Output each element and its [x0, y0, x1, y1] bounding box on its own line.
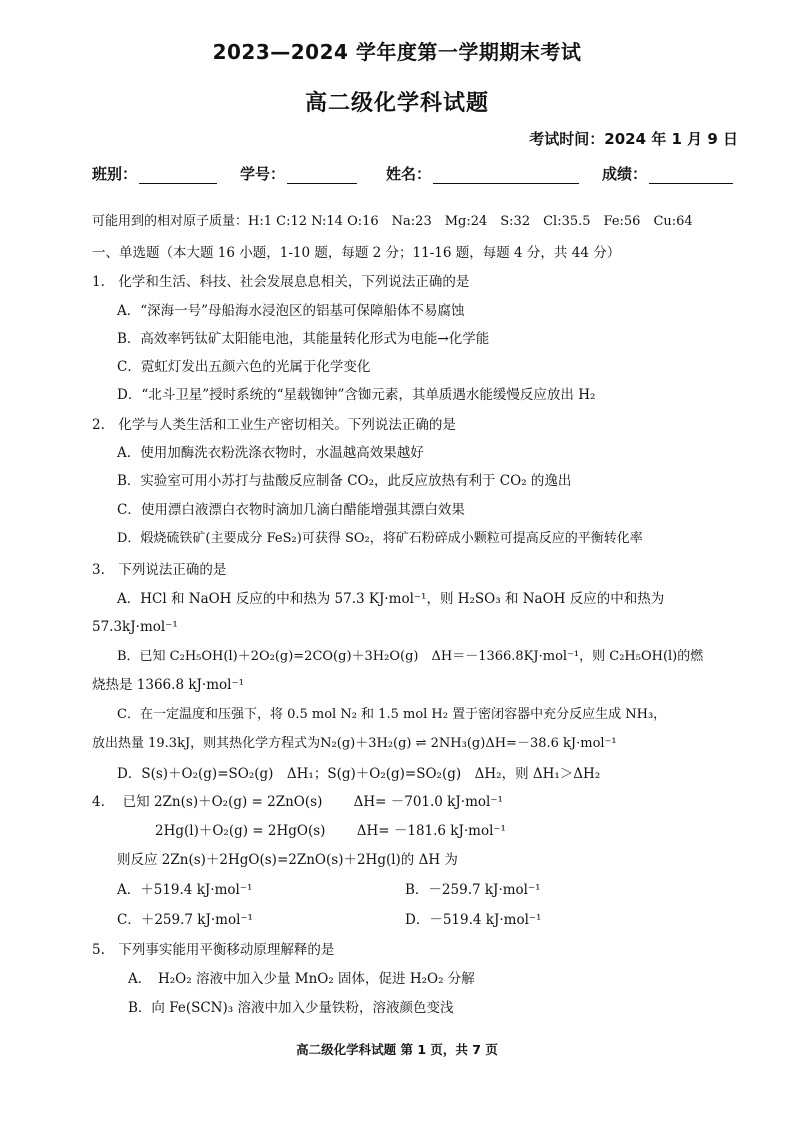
question-4-option-a: A．＋519.4 kJ·mol⁻¹ — [117, 882, 253, 898]
student-id-field — [240, 163, 357, 184]
question-4-stem-line1: 4. 已知 2Zn(s)＋O₂(g) = 2ZnO(s) ΔH= －701.0 kJ·mol⁻¹ — [92, 794, 503, 810]
question-5-stem: 5. 下列事实能用平衡移动原理解释的是 — [92, 942, 335, 958]
question-2-stem: 2. 化学与人类生活和工业生产密切相关。下列说法正确的是 — [92, 417, 456, 433]
class-blank — [139, 169, 217, 184]
question-1-option-b: B．高效率钙钛矿太阳能电池，其能量转化形式为电能→化学能 — [117, 331, 490, 347]
question-4-option-d: D．－519.4 kJ·mol⁻¹ — [405, 912, 542, 928]
question-4-stem-line3: 则反应 2Zn(s)＋2HgO(s)=2ZnO(s)＋2Hg(l)的 ΔH 为 — [117, 852, 458, 868]
score-blank — [649, 169, 733, 184]
student-id-label: 学号： — [240, 165, 286, 183]
exam-subtitle: 高二级化学科试题 — [304, 91, 489, 116]
question-1-stem: 1. 化学和生活、科技、社会发展息息相关，下列说法正确的是 — [92, 274, 470, 290]
question-1-option-c: C．霓虹灯发出五颜六色的光属于化学变化 — [117, 359, 371, 375]
question-3-option-d: D．S(s)＋O₂(g)=SO₂(g) ΔH₁；S(g)＋O₂(g)=SO₂(g) ΔH₂，则 ΔH₁＞ΔH₂ — [117, 766, 601, 782]
student-id-blank — [287, 169, 357, 184]
exam-time: 考试时间：2024 年 1 月 9 日 — [529, 130, 738, 148]
class-label: 班别： — [92, 165, 138, 183]
question-3-option-c-line2: 放出热量 19.3kJ，则其热化学方程式为N₂(g)＋3H₂(g) ⇌ 2NH₃(g)ΔH=－38.6 kJ·mol⁻¹ — [92, 736, 617, 751]
question-4-option-c: C．＋259.7 kJ·mol⁻¹ — [117, 912, 253, 928]
name-field — [386, 163, 579, 184]
score-field — [602, 163, 733, 184]
question-3-stem: 3. 下列说法正确的是 — [92, 562, 227, 578]
question-2-option-d: D．煅烧硫铁矿(主要成分 FeS₂)可获得 SO₂，将矿石粉碎成小颗粒可提高反应的平衡转化率 — [117, 531, 643, 546]
question-3-option-c-line1: C．在一定温度和压强下，将 0.5 mol N₂ 和 1.5 mol H₂ 置于密闭容器中充分反应生成 NH₃， — [117, 707, 667, 722]
question-2-option-b: B．实验室可用小苏打与盐酸反应制备 CO₂，此反应放热有利于 CO₂ 的逸出 — [117, 473, 572, 489]
question-1-option-a: A．“深海一号”母船海水浸泡区的铝基可保障船体不易腐蚀 — [117, 303, 465, 319]
question-4-option-b: B．－259.7 kJ·mol⁻¹ — [405, 882, 541, 898]
atomic-masses: 可能用到的相对原子质量：H:1 C:12 N:14 O:16 Na:23 Mg:24 S:32 Cl:35.5 Fe:56 Cu:64 — [92, 214, 693, 229]
question-5-option-b: B．向 Fe(SCN)₃ 溶液中加入少量铁粉，溶液颜色变浅 — [128, 1000, 454, 1016]
question-3-option-a-line2: 57.3kJ·mol⁻¹ — [92, 619, 178, 635]
question-3-option-b-line1: B．已知 C₂H₅OH(l)＋2O₂(g)=2CO(g)＋3H₂O(g) ΔH＝－1366.8KJ·mol⁻¹，则 C₂H₅OH(l)的燃 — [117, 649, 704, 664]
question-2-option-c: C．使用漂白液漂白衣物时滴加几滴白醋能增强其漂白效果 — [117, 502, 465, 518]
question-2-option-a: A．使用加酶洗衣粉洗涤衣物时，水温越高效果越好 — [117, 445, 424, 461]
class-field — [92, 163, 217, 184]
question-3-option-b-line2: 烧热是 1366.8 kJ·mol⁻¹ — [92, 677, 244, 693]
name-label: 姓名： — [386, 165, 432, 183]
question-4-stem-line2: 2Hg(l)＋O₂(g) = 2HgO(s) ΔH= －181.6 kJ·mol⁻¹ — [155, 823, 506, 839]
question-3-option-a-line1: A．HCl 和 NaOH 反应的中和热为 57.3 KJ·mol⁻¹，则 H₂SO₃ 和 NaOH 反应的中和热为 — [117, 591, 665, 607]
score-label: 成绩： — [602, 165, 648, 183]
question-1-option-d: D．“北斗卫星”授时系统的“星载铷钟”含铷元素，其单质遇水能缓慢反应放出 H₂ — [117, 387, 596, 403]
question-5-option-a: A． H₂O₂ 溶液中加入少量 MnO₂ 固体，促进 H₂O₂ 分解 — [128, 971, 475, 987]
name-blank — [433, 169, 579, 184]
page-footer: 高二级化学科试题 第 1 页，共 7 页 — [296, 1042, 498, 1057]
section-heading: 一、单选题（本大题 16 小题，1-10 题，每题 2 分；11-16 题，每题 4 分，共 44 分） — [92, 245, 621, 261]
exam-title: 2023—2024 学年度第一学期期末考试 — [212, 40, 582, 64]
